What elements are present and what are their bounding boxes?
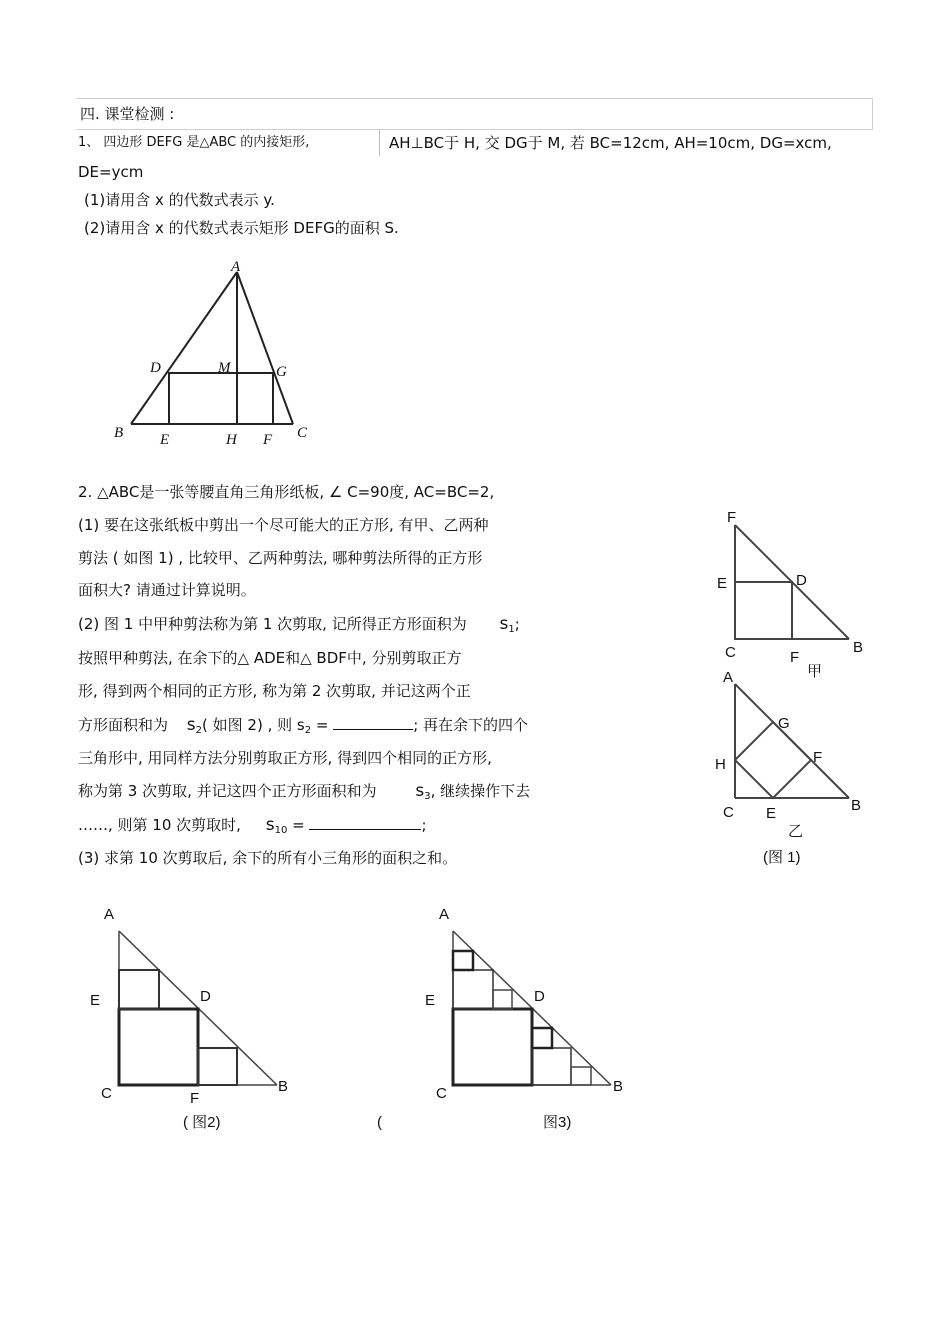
q2-line8-equals: = (311, 716, 329, 734)
q2-line11-equals: = (287, 816, 305, 834)
fig2-label-A: A (104, 906, 115, 923)
jia-label-E: E (717, 575, 728, 592)
q2-line3: 剪法 ( 如图 1) , 比较甲、乙两种剪法, 哪种剪法所得的正方形 (78, 549, 483, 567)
q2-s2-subscript: 2 (195, 725, 203, 736)
fig3-label-D: D (534, 988, 545, 1005)
jia-label-F-bottom: F (790, 649, 800, 666)
q2-s3-symbol: s (415, 781, 425, 801)
q2-line8-text-d: ; 再在余下的四个 (413, 716, 529, 734)
fig3-upper-square (453, 970, 493, 1009)
q1-label-E: E (160, 432, 170, 448)
q2-s1-subscript: 1 (508, 624, 515, 635)
q2-s1-symbol: s (499, 614, 509, 634)
yi-label-E: E (766, 805, 777, 822)
q2-line10-text-a: 称为第 3 次剪取, 并记这四个正方形面积和为 (78, 782, 377, 800)
yi-caption: 乙 (788, 823, 804, 840)
fig3-tiny-square-2 (532, 1028, 552, 1048)
q1-label-G: G (276, 364, 287, 380)
fig3-big-square (453, 1009, 532, 1085)
q1-label-D: D (150, 360, 161, 376)
q1-line1-right: AH⊥BC于 H, 交 DG于 M, 若 BC=12cm, AH=10cm, DG=xcm, (389, 134, 832, 152)
yi-label-A: A (723, 669, 734, 686)
yi-label-C: C (723, 804, 734, 821)
q2-line11-text-a: ……, 则第 10 次剪取时, (78, 816, 241, 834)
jia-label-D: D (796, 572, 807, 589)
q2-line7: 形, 得到两个相同的正方形, 称为第 2 次剪取, 并记这两个正 (78, 682, 471, 700)
q2-line11-end: ; (421, 816, 427, 834)
q2-line9: 三角形中, 用同样方法分别剪取正方形, 得到四个相同的正方形, (78, 749, 492, 767)
fig3-tiny-square-1 (453, 951, 473, 970)
q1-label-C: C (297, 425, 308, 441)
fig2-caption: ( 图2) (183, 1114, 221, 1131)
fig3-caption-paren: ( (377, 1114, 382, 1131)
fig1-caption: (图 1) (763, 849, 801, 866)
q2-line1: 2. △ABC是一张等腰直角三角形纸板, ∠ C=90度, AC=BC=2, (78, 483, 495, 501)
section-title: 四. 课堂检测 : (80, 105, 175, 123)
fig3-caption: 图3) (543, 1114, 572, 1131)
jia-label-B: B (853, 639, 864, 656)
q1-line2: DE=ycm (78, 163, 144, 181)
fig3-tiny-square-4 (571, 1067, 591, 1085)
fig3-label-A: A (439, 906, 450, 923)
fig3-label-B: B (613, 1078, 624, 1095)
q2-s2-symbol: s (186, 715, 196, 735)
q2-line5-text: (2) 图 1 中甲种剪法称为第 1 次剪取, 记所得正方形面积为 (78, 615, 467, 633)
jia-label-C: C (725, 644, 736, 661)
q2-s10-symbol: s (265, 815, 275, 835)
fig3-label-C: C (436, 1085, 447, 1102)
fig3-label-E: E (425, 992, 436, 1009)
q1-sub2: (2)请用含 x 的代数式表示矩形 DEFG的面积 S. (84, 219, 399, 237)
q1-line1-left: 1、 四边形 DEFG 是△ABC 的内接矩形, (78, 135, 310, 150)
fig2-label-C: C (101, 1085, 112, 1102)
q2-line5-end: ; (514, 615, 520, 633)
q2-line8-text-b: ( 如图 2) , 则 s (202, 716, 305, 734)
q2-s2-subscript-b: 2 (304, 725, 312, 736)
q1-label-F: F (263, 432, 273, 448)
fig3-lower-square (532, 1048, 571, 1085)
q2-line6: 按照甲种剪法, 在余下的△ ADE和△ BDF中, 分别剪取正方 (78, 649, 462, 667)
q2-s3-subscript: 3 (424, 791, 431, 802)
q1-label-A: A (231, 259, 241, 275)
q2-line4: 面积大? 请通过计算说明。 (78, 581, 256, 599)
q1-sub1: (1)请用含 x 的代数式表示 y. (84, 191, 275, 209)
q1-label-B: B (114, 425, 124, 441)
q1-label-H: H (226, 432, 237, 448)
jia-label-F: F (727, 509, 737, 526)
q1-label-M: M (218, 360, 231, 376)
yi-label-G: G (778, 715, 790, 732)
q2-line2: (1) 要在这张纸板中剪出一个尽可能大的正方形, 有甲、乙两种 (78, 516, 489, 534)
yi-label-B: B (851, 797, 862, 814)
yi-label-F: F (813, 749, 823, 766)
fig2-label-E: E (90, 992, 101, 1009)
q2-line10-text-b: , 继续操作下去 (430, 782, 531, 800)
fig2-label-D: D (200, 988, 211, 1005)
fig3-tiny-square-3 (493, 990, 512, 1009)
q2-s10-subscript: 10 (274, 825, 288, 836)
jia-caption: 甲 (807, 663, 823, 680)
yi-label-H: H (715, 756, 726, 773)
q2-line12: (3) 求第 10 次剪取后, 余下的所有小三角形的面积之和。 (78, 849, 458, 867)
fig2-label-F: F (190, 1090, 200, 1107)
q2-line8-text-a: 方形面积和为 (78, 716, 169, 734)
fig2-label-B: B (278, 1078, 289, 1095)
